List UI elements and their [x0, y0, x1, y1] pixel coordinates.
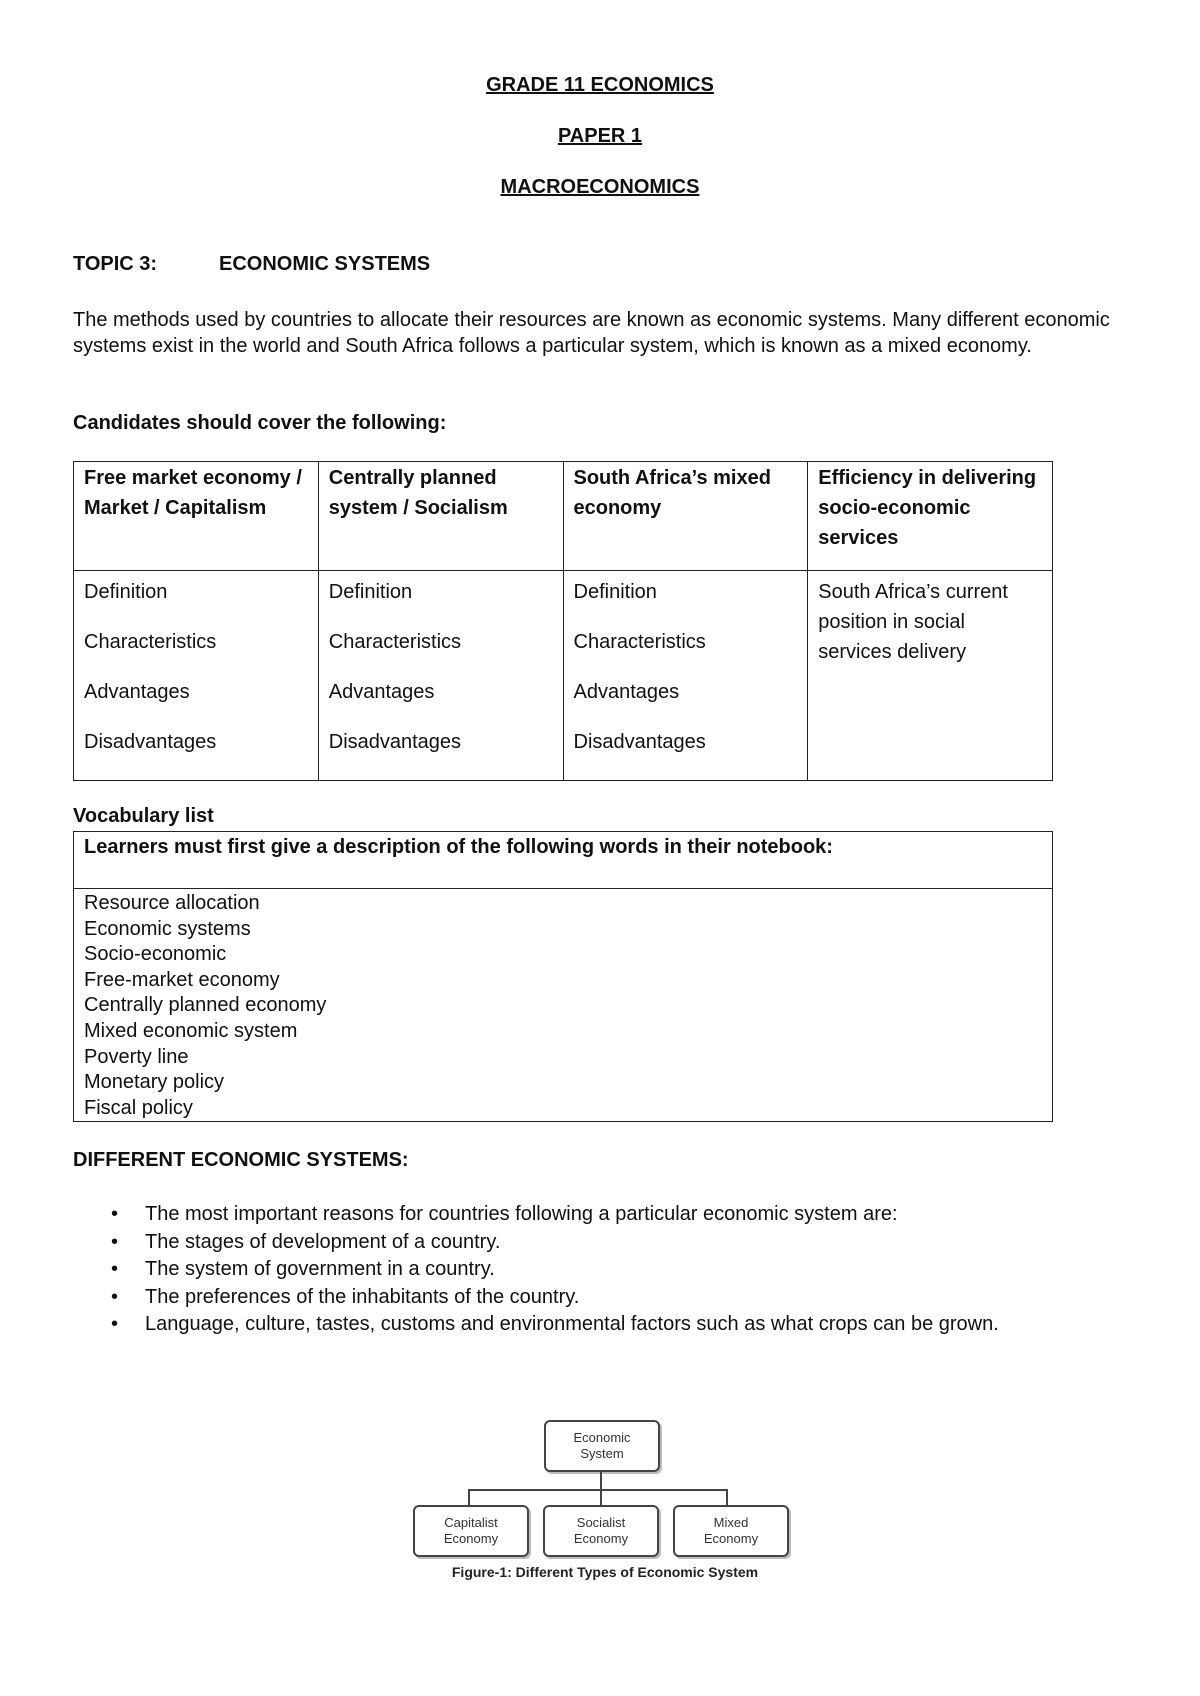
category-characteristics: Characteristics [84, 631, 217, 653]
efficiency-cell [808, 571, 1053, 781]
diagram-socialist-box: Socialist Economy [543, 1505, 659, 1557]
centrally-planned-cell [318, 571, 563, 781]
vocab-word: Mixed economic system [84, 1019, 298, 1042]
header-centrally-planned: Centrally planned system / Socialism [318, 462, 563, 571]
category-definition: Definition [573, 581, 657, 603]
category-disadvantages: Disadvantages [84, 731, 217, 753]
list-item: • The system of government in a country. [73, 1256, 1163, 1284]
economic-system-diagram [410, 1418, 800, 1588]
category-advantages: Advantages [573, 681, 680, 703]
vocabulary-table [73, 831, 1053, 1122]
vocab-word: Socio-economic [84, 943, 227, 966]
category-disadvantages: Disadvantages [573, 731, 706, 753]
diagram-connector [600, 1489, 602, 1505]
figure-caption: Figure-1: Different Types of Economic System [451, 1564, 759, 1580]
header-free-market: Free market economy / Market / Capitalism [74, 462, 319, 571]
paper-title: PAPER 1 [557, 125, 643, 147]
header-efficiency: Efficiency in delivering socio-economic services [808, 462, 1053, 571]
vocabulary-title: Vocabulary list [73, 805, 214, 827]
vocab-word: Fiscal policy [84, 1096, 193, 1119]
bullet-icon: • [111, 1313, 119, 1336]
diagram-capitalist-box: Capitalist Economy [413, 1505, 529, 1557]
bullet-icon: • [111, 1203, 119, 1225]
diagram-root-box: Economic System [544, 1420, 660, 1472]
category-definition: Definition [84, 581, 168, 603]
topics-table [73, 461, 1053, 781]
vocab-word: Economic systems [84, 917, 251, 940]
topics-header-row [74, 462, 1053, 571]
mixed-economy-cell [563, 571, 808, 781]
intro-paragraph: The methods used by countries to allocate their resources are known as economic systems. Many different economic systems exist in the world and South Africa follows a particular system, which is known as a mixed economy. [73, 309, 1110, 357]
topic-heading [73, 253, 430, 276]
vocab-word: Resource allocation [84, 892, 260, 914]
vocab-word: Centrally planned economy [84, 994, 327, 1017]
vocab-word: Monetary policy [84, 1071, 225, 1094]
category-disadvantages: Disadvantages [328, 731, 462, 753]
vocab-word: Poverty line [84, 1045, 189, 1068]
category-advantages: Advantages [84, 681, 190, 703]
diagram-mixed-box: Mixed Economy [673, 1505, 789, 1557]
list-item: • Language, culture, tastes, customs and environmental factors such as what crops can be grown. [73, 1311, 1163, 1339]
vocabulary-words [74, 889, 1053, 1122]
reasons-list [73, 1201, 1163, 1339]
diagram-connector [726, 1489, 728, 1505]
category-definition: Definition [328, 581, 413, 603]
free-market-cell [74, 571, 319, 781]
list-item: • The stages of development of a country. [73, 1229, 1163, 1257]
diagram-connector [468, 1489, 728, 1491]
bullet-icon: • [111, 1258, 119, 1281]
topics-body-row [74, 571, 1053, 781]
category-characteristics: Characteristics [328, 631, 462, 653]
header-mixed-economy: South Africa’s mixed economy [563, 462, 808, 571]
topic-number: TOPIC 3: [73, 253, 158, 275]
diagram-connector [468, 1489, 470, 1505]
topic-title: ECONOMIC SYSTEMS [219, 253, 431, 275]
vocab-word: Free-market economy [84, 968, 280, 991]
bullet-icon: • [111, 1285, 119, 1308]
grade-title: GRADE 11 ECONOMICS [486, 74, 714, 96]
category-characteristics: Characteristics [573, 631, 706, 653]
efficiency-note: South Africa’s current position in social services delivery [818, 581, 1008, 663]
list-item: • The preferences of the inhabitants of the country. [73, 1284, 1163, 1312]
category-advantages: Advantages [328, 681, 435, 703]
diagram-connector [600, 1470, 602, 1490]
different-systems-heading: DIFFERENT ECONOMIC SYSTEMS: [73, 1149, 409, 1171]
candidates-heading: Candidates should cover the following: [73, 412, 447, 434]
bullet-icon: • [111, 1230, 119, 1253]
subject-title: MACROECONOMICS [500, 176, 700, 198]
list-item: • The most important reasons for countries following a particular economic system are: [73, 1201, 1163, 1229]
vocabulary-instruction: Learners must first give a description of the following words in their notebook: [74, 832, 1053, 889]
